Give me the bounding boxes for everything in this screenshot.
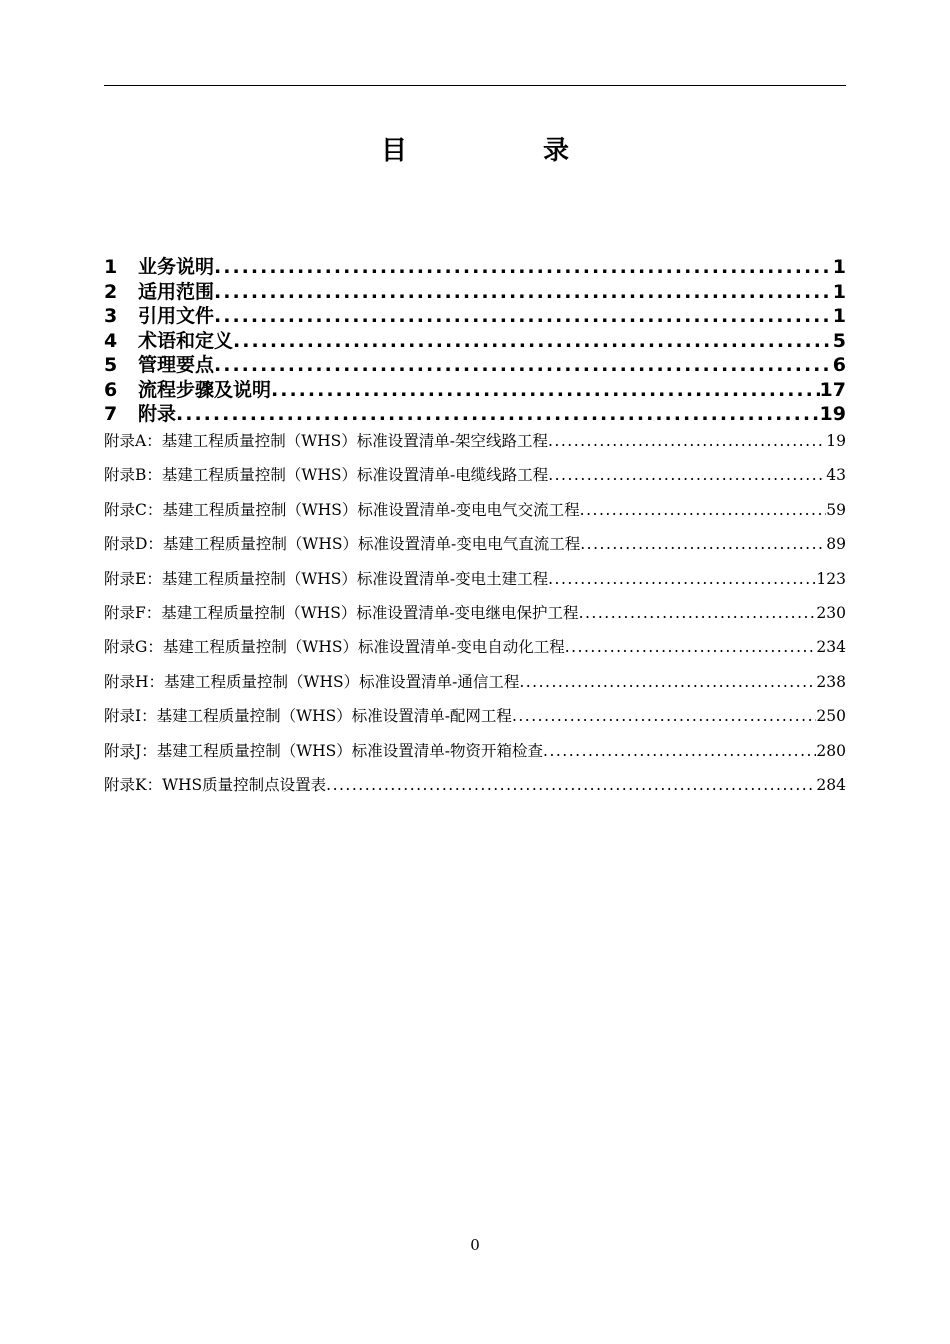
- toc-entry[interactable]: [104, 255, 846, 280]
- toc-appendix-list: [104, 424, 846, 802]
- toc-entry[interactable]: [104, 353, 846, 378]
- toc-entry-label: 术语和定义: [138, 329, 234, 352]
- toc-leader-dots: [233, 329, 833, 354]
- toc-entry-number: 6: [104, 378, 118, 401]
- toc-appendix-label: 附录K：WHS质量控制点设置表: [104, 775, 327, 794]
- toc-appendix-entry[interactable]: [104, 493, 846, 527]
- toc-appendix-entry[interactable]: [104, 562, 846, 596]
- toc-entry-page: 1: [832, 280, 846, 303]
- toc-appendix-entry[interactable]: [104, 424, 846, 458]
- toc-entry-page: 6: [832, 354, 846, 376]
- toc-appendix-entry[interactable]: [104, 630, 846, 664]
- toc-appendix-entry[interactable]: [104, 458, 846, 492]
- toc-appendix-page: 89: [826, 535, 846, 554]
- toc-appendix-entry[interactable]: [104, 699, 846, 733]
- toc-leader-dots: [214, 255, 833, 280]
- toc-appendix-label: 附录G：基建工程质量控制（WHS）标准设置清单-变电自动化工程: [104, 638, 565, 657]
- toc-appendix-page: 19: [826, 432, 846, 450]
- toc-leader-dots: [579, 596, 817, 630]
- toc-appendix-entry[interactable]: [104, 734, 846, 768]
- toc-appendix-label: 附录H：基建工程质量控制（WHS）标准设置清单-通信工程: [104, 672, 520, 691]
- toc-appendix-entry[interactable]: [104, 596, 846, 630]
- page-title: 目 录: [380, 136, 624, 166]
- toc-appendix-entry[interactable]: [104, 665, 846, 699]
- toc-leader-dots: [326, 768, 816, 802]
- toc-entry-number: 2: [104, 280, 118, 303]
- toc-entry-label: 流程步骤及说明: [138, 378, 272, 401]
- toc-appendix-entry[interactable]: [104, 527, 846, 561]
- toc-appendix-label: 附录D：基建工程质量控制（WHS）标准设置清单-变电电气直流工程: [104, 535, 581, 554]
- toc-appendix-label: 附录A：基建工程质量控制（WHS）标准设置清单-架空线路工程: [104, 432, 548, 450]
- toc-entry-number: 4: [104, 329, 118, 352]
- toc-main-list: [104, 255, 846, 427]
- toc-entry-page: 1: [832, 256, 846, 278]
- toc-leader-dots: [271, 378, 820, 403]
- toc-entry-label: 适用范围: [138, 280, 215, 303]
- toc-entry-number: 3: [104, 305, 118, 327]
- toc-entry[interactable]: [104, 329, 846, 354]
- toc-appendix-page: 250: [816, 707, 846, 726]
- toc-appendix-page: 59: [826, 500, 846, 519]
- toc-entry[interactable]: [104, 378, 846, 403]
- page-number: 0: [470, 1236, 480, 1254]
- toc-leader-dots: [214, 304, 833, 329]
- toc-entry-number: 7: [104, 403, 118, 425]
- toc-leader-dots: [543, 734, 816, 768]
- toc-leader-dots: [519, 665, 816, 699]
- toc-entry-page: 5: [832, 329, 846, 352]
- toc-entry-page: 17: [819, 378, 846, 401]
- toc-appendix-page: 280: [816, 741, 846, 760]
- toc-entry-label: 引用文件: [138, 305, 215, 327]
- toc-appendix-label: 附录E：基建工程质量控制（WHS）标准设置清单-变电土建工程: [104, 569, 549, 588]
- toc-appendix-label: 附录B：基建工程质量控制（WHS）标准设置清单-电缆线路工程: [104, 466, 549, 485]
- toc-entry[interactable]: [104, 280, 846, 305]
- toc-leader-dots: [176, 402, 820, 427]
- toc-appendix-page: 238: [816, 672, 846, 691]
- toc-appendix-label: 附录F：基建工程质量控制（WHS）标准设置清单-变电继电保护工程: [104, 603, 579, 622]
- toc-appendix-page: 284: [816, 775, 846, 794]
- toc-leader-dots: [548, 424, 826, 458]
- toc-appendix-label: 附录J：基建工程质量控制（WHS）标准设置清单-物资开箱检查: [104, 741, 544, 760]
- header-rule: [104, 85, 846, 86]
- toc-appendix-page: 123: [816, 569, 846, 588]
- toc-entry-page: 1: [832, 305, 846, 327]
- toc-entry-number: 5: [104, 354, 118, 376]
- toc-leader-dots: [548, 458, 826, 492]
- toc-appendix-entry[interactable]: [104, 768, 846, 802]
- toc-entry-label: 附录: [138, 403, 177, 425]
- toc-leader-dots: [580, 493, 827, 527]
- toc-appendix-page: 234: [816, 638, 846, 657]
- toc-entry-label: 业务说明: [138, 256, 215, 278]
- toc-leader-dots: [565, 630, 817, 664]
- toc-appendix-label: 附录C：基建工程质量控制（WHS）标准设置清单-变电电气交流工程: [104, 500, 580, 519]
- toc-appendix-page: 230: [816, 603, 846, 622]
- toc-leader-dots: [512, 699, 816, 733]
- toc-entry[interactable]: [104, 402, 846, 427]
- toc-leader-dots: [214, 353, 833, 378]
- toc-appendix-page: 43: [826, 466, 846, 485]
- toc-appendix-label: 附录I：基建工程质量控制（WHS）标准设置清单-配网工程: [104, 707, 512, 726]
- toc-entry-label: 管理要点: [138, 354, 215, 376]
- toc-entry-page: 19: [819, 403, 846, 425]
- toc-leader-dots: [548, 562, 816, 596]
- toc-entry-number: 1: [104, 256, 118, 278]
- toc-entry[interactable]: [104, 304, 846, 329]
- toc-leader-dots: [214, 280, 833, 305]
- toc-leader-dots: [580, 527, 826, 561]
